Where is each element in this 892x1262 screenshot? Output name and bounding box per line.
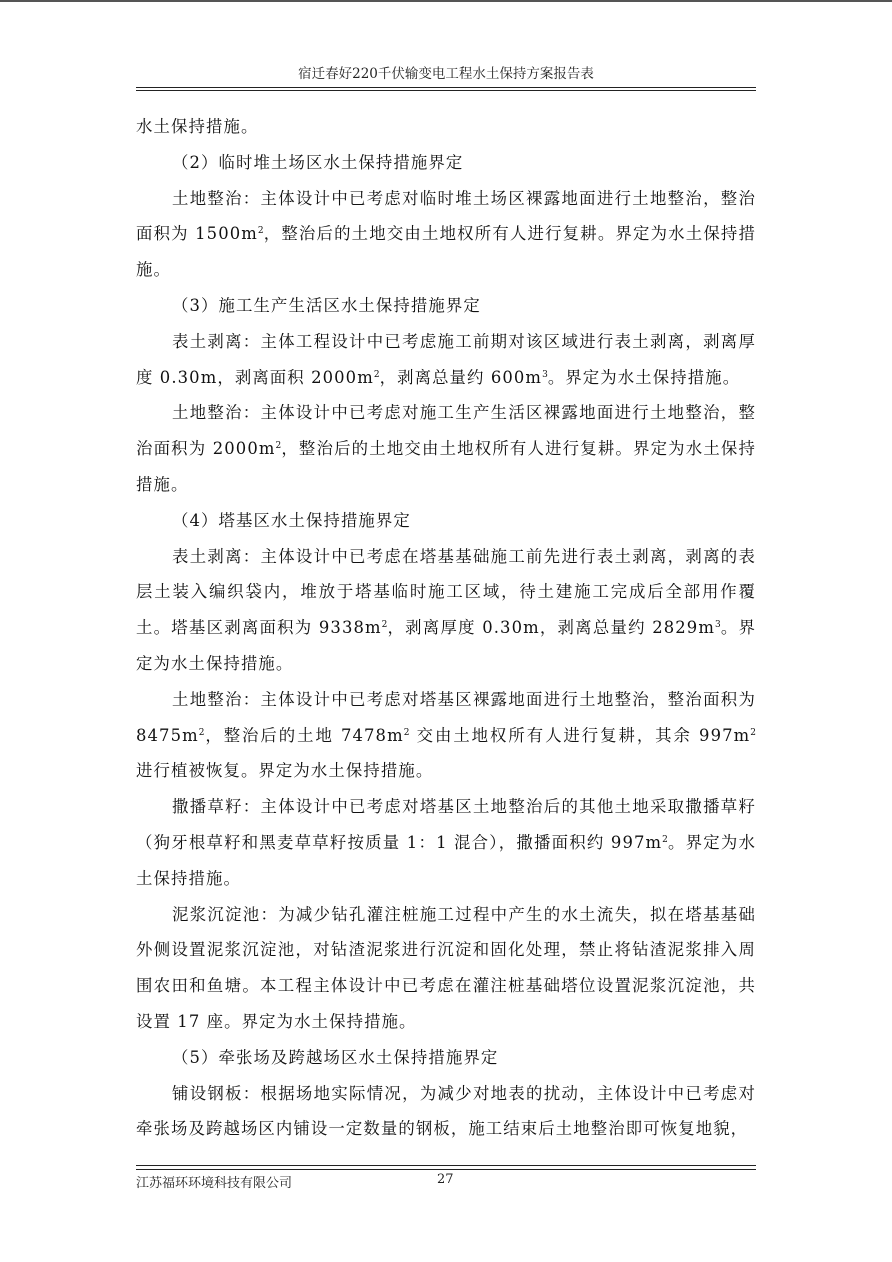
section-heading-2: （2）临时堆土场区水土保持措施界定	[172, 152, 464, 172]
paragraph: 撒播草籽：主体设计中已考虑对塔基区土地整治后的其他土地采取撒播草籽（狗牙根草籽和黑麦草草籽按质量 1：1 混合），撒播面积约 $997m^2$。界定为水土保持措施。	[136, 797, 757, 888]
paragraph: 水土保持措施。	[136, 117, 259, 136]
section-heading-3: （3）施工生产生活区水土保持措施界定	[172, 295, 481, 315]
paragraph: 表土剥离：主体工程设计中已考虑施工前期对该区域进行表土剥离，剥离厚度 0.30m，剥离面积 $2000m^2$，剥离总量约 $600m^3$。界定为水土保持措施。	[136, 331, 756, 387]
scan-top-edge	[0, 0, 892, 2]
document-body	[136, 109, 756, 1147]
paragraph: 土地整治：主体设计中已考虑对塔基区裸露地面进行土地整治，整治面积为 $8475m^2$，整治后的土地 $7478m^2$ 交由土地权所有人进行复耕，其余 $997m^2$ 进行植被恢复。界定为水土保持措施。	[136, 689, 756, 781]
footer-company: 江苏福环环境科技有限公司	[136, 1176, 293, 1191]
section-heading-4: （4）塔基区水土保持措施界定	[172, 510, 411, 530]
paragraph: 表土剥离：主体设计中已考虑在塔基基础施工前先进行表土剥离，剥离的表层土装入编织袋内，堆放于塔基临时施工区域，待土建施工完成后全部用作覆土。塔基区剥离面积为 $9338m^2$，剥离厚度 0.30m，剥离总量约 $2829m^3$。界定为水土保持措施。	[136, 546, 756, 673]
page-number: 27	[437, 1172, 454, 1187]
section-heading-5: （5）牵张场及跨越场区水土保持措施界定	[172, 1047, 499, 1067]
footer-rule	[136, 1169, 756, 1170]
paragraph: 土地整治：主体设计中已考虑对临时堆土场区裸露地面进行土地整治，整治面积为 $1500m^2$，整治后的土地交由土地权所有人进行复耕。界定为水土保持措施。	[136, 188, 756, 280]
footer-rule	[136, 1165, 756, 1166]
paragraph: 泥浆沉淀池：为减少钻孔灌注桩施工过程中产生的水土流失，拟在塔基基础外侧设置泥浆沉淀池，对钻渣泥浆进行沉淀和固化处理，禁止将钻渣泥浆排入周围农田和鱼塘。本工程主体设计中已考虑在灌注桩基础塔位设置泥浆沉淀池，共设置 17 座。界定为水土保持措施。	[136, 904, 756, 1031]
paragraph: 土地整治：主体设计中已考虑对施工生产生活区裸露地面进行土地整治，整治面积为 $2000m^2$，整治后的土地交由土地权所有人进行复耕。界定为水土保持措施。	[136, 403, 756, 494]
paragraph: 铺设钢板：根据场地实际情况，为减少对地表的扰动，主体设计中已考虑对牵张场及跨越场区内铺设一定数量的钢板，施工结束后土地整治即可恢复地貌，	[136, 1083, 756, 1139]
running-header: 宿迁春好220千伏输变电工程水土保持方案报告表	[136, 62, 756, 88]
